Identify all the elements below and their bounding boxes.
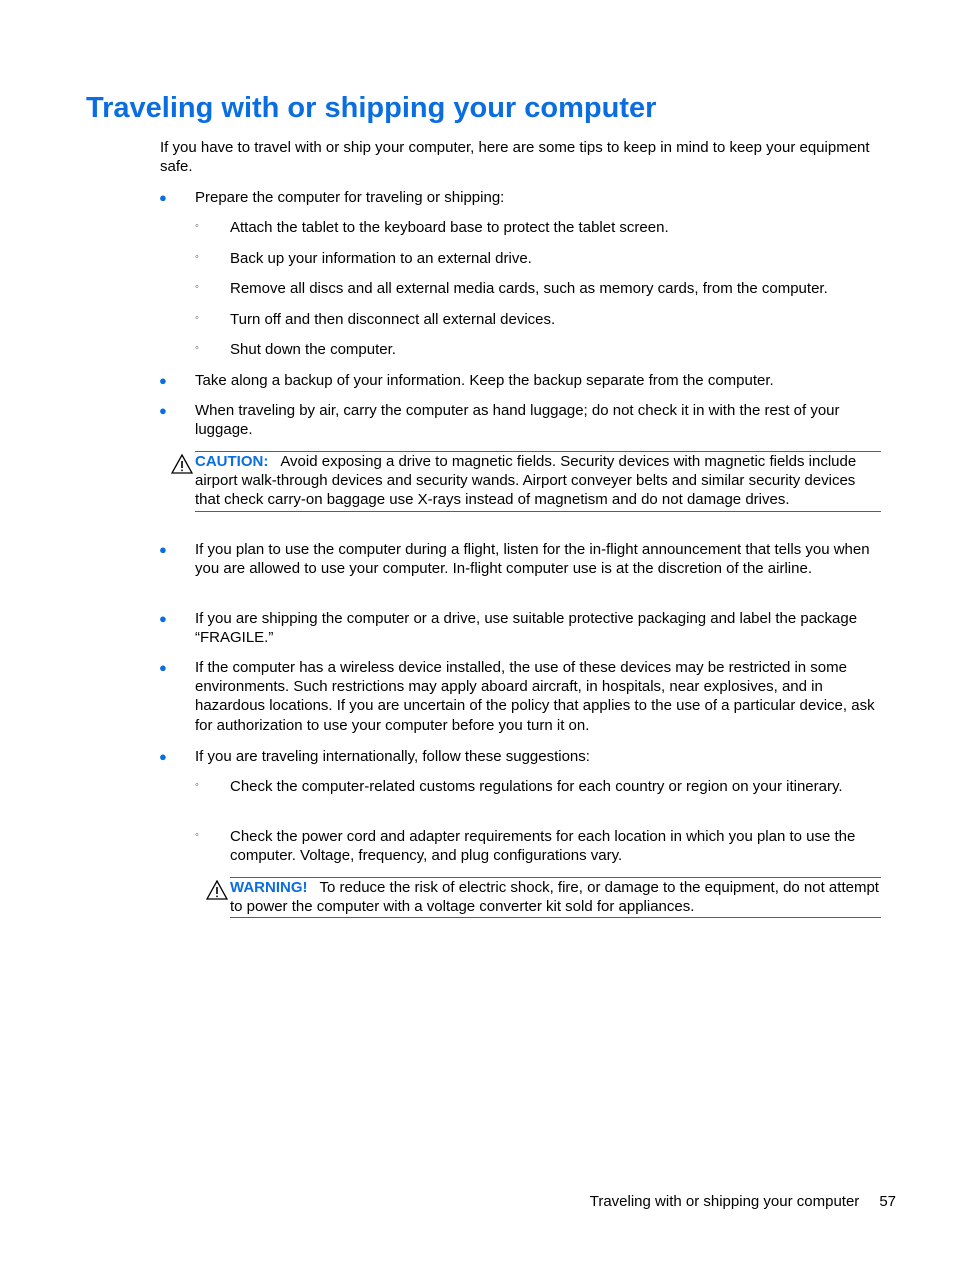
warning-triangle-icon xyxy=(206,880,228,900)
caution-text: Avoid exposing a drive to magnetic fields. Security devices with magnetic fields include airport walk-through devices and security wands. Airport conveyer belts and similar security devices that check carry-on baggage use X-rays instead of magnetism and do not damage drives. xyxy=(195,453,857,509)
caution-label: CAUTION: xyxy=(195,453,269,470)
list-item-text: Take along a backup of your information. Keep the backup separate from the computer. xyxy=(195,372,774,389)
page-number: 57 xyxy=(879,1193,896,1210)
bullet-icon: ● xyxy=(159,190,167,205)
sub-list-item-text: Turn off and then disconnect all external devices. xyxy=(230,311,556,328)
warning-text: To reduce the risk of electric shock, fire, or damage to the equipment, do not attempt to power the computer with a voltage converter kit sold for appliances. xyxy=(230,879,879,916)
list-item-text: If you are traveling internationally, follow these suggestions: xyxy=(195,748,590,765)
list-item xyxy=(159,609,880,647)
intro-paragraph: If you have to travel with or ship your computer, here are some tips to keep in mind to keep your equipment safe. xyxy=(160,139,870,176)
sub-list-item xyxy=(195,249,880,268)
sub-bullet-icon: ◦ xyxy=(195,251,199,263)
bullet-icon: ● xyxy=(159,542,167,557)
sub-bullet-icon: ◦ xyxy=(195,779,199,791)
sub-list-item-text: Shut down the computer. xyxy=(230,341,396,358)
footer-section-title: Traveling with or shipping your computer xyxy=(589,1193,860,1210)
list-item xyxy=(159,658,880,735)
page-footer xyxy=(590,1192,896,1211)
sub-list-item xyxy=(195,340,880,359)
page-title: Traveling with or shipping your computer xyxy=(86,92,657,124)
sub-list-item xyxy=(195,310,880,329)
list-item xyxy=(159,371,880,390)
sub-list-item xyxy=(195,777,880,796)
bullet-icon: ● xyxy=(159,403,167,418)
sub-list-item xyxy=(195,279,880,298)
bullet-icon: ● xyxy=(159,749,167,764)
sub-list-item-text: Back up your information to an external drive. xyxy=(230,250,532,267)
sub-bullet-icon: ◦ xyxy=(195,281,199,293)
warning-notice xyxy=(230,877,881,918)
list-item xyxy=(159,540,880,578)
caution-notice xyxy=(195,451,881,512)
list-item xyxy=(159,747,880,766)
sub-list-item-text: Check the power cord and adapter requirements for each location in which you plan to use the computer. Voltage, frequency, and plug configurations vary. xyxy=(230,828,856,865)
list-item-text: Prepare the computer for traveling or shipping: xyxy=(195,189,505,206)
list-item-text: If you plan to use the computer during a flight, listen for the in-flight announcement that tells you when you are allowed to use your computer. In-flight computer use is at the discretion of the airline. xyxy=(195,541,870,578)
sub-list-item-text: Attach the tablet to the keyboard base to protect the tablet screen. xyxy=(230,219,669,236)
list-item xyxy=(159,188,880,207)
list-item-text: If the computer has a wireless device installed, the use of these devices may be restricted in some environments. Such restrictions may apply aboard aircraft, in hospitals, near explosives, and in hazardous locations. If you are uncertain of the policy that applies to the use of a particular device, ask for authorization to use your computer before you turn it on. xyxy=(195,659,875,734)
bullet-icon: ● xyxy=(159,373,167,388)
sub-list-item-text: Remove all discs and all external media cards, such as memory cards, from the computer. xyxy=(230,280,828,297)
sub-bullet-icon: ◦ xyxy=(195,312,199,324)
sub-bullet-icon: ◦ xyxy=(195,829,199,841)
sub-list-item xyxy=(195,827,880,865)
list-item-text: When traveling by air, carry the computer as hand luggage; do not check it in with the rest of your luggage. xyxy=(195,402,840,439)
list-item-text: If you are shipping the computer or a drive, use suitable protective packaging and label the package “FRAGILE.” xyxy=(195,610,858,647)
bullet-icon: ● xyxy=(159,611,167,626)
warning-label: WARNING! xyxy=(230,879,308,896)
sub-list-item-text: Check the computer-related customs regulations for each country or region on your itinerary. xyxy=(230,778,843,795)
sub-list-item xyxy=(195,218,880,237)
sub-bullet-icon: ◦ xyxy=(195,342,199,354)
list-item xyxy=(159,401,880,439)
warning-triangle-icon xyxy=(171,454,193,474)
sub-bullet-icon: ◦ xyxy=(195,220,199,232)
bullet-icon: ● xyxy=(159,660,167,675)
